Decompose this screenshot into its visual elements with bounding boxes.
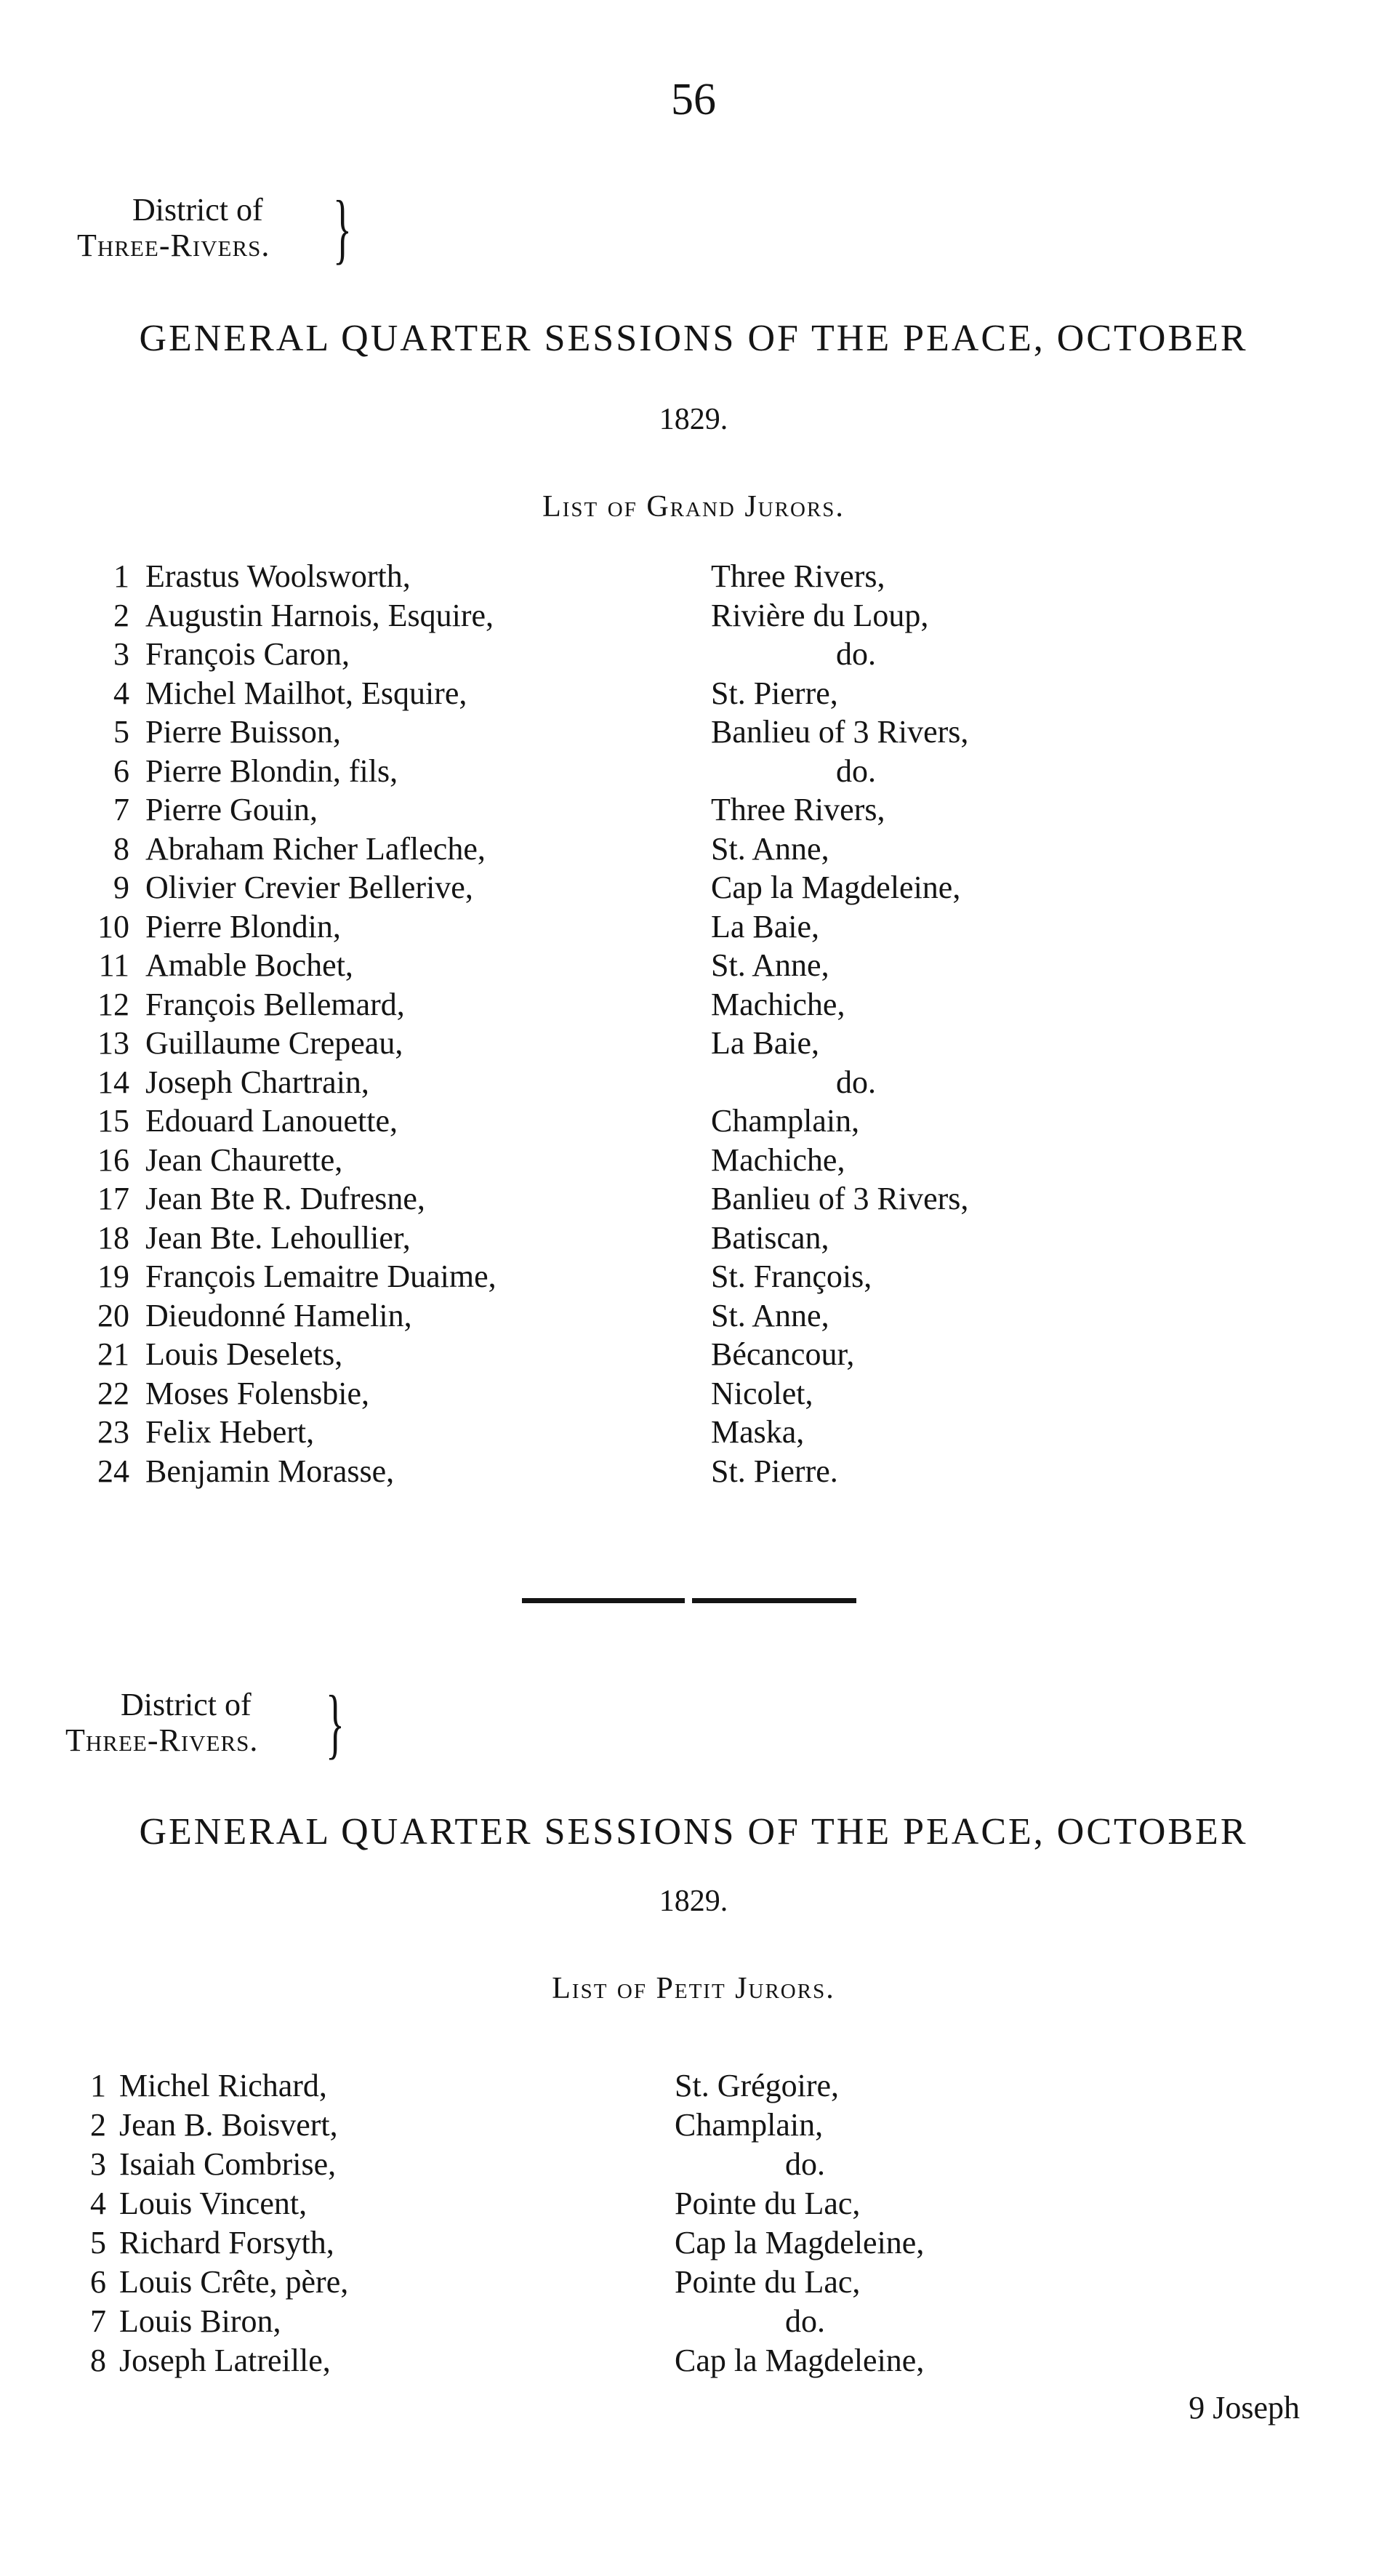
juror-name: Pierre Gouin, bbox=[145, 792, 318, 827]
juror-row bbox=[0, 596, 1387, 635]
juror-row bbox=[0, 752, 1387, 791]
juror-residence: La Baie, bbox=[711, 1025, 820, 1061]
petit-year: 1829. bbox=[659, 1885, 728, 1918]
juror-name: Jean Bte R. Dufresne, bbox=[145, 1181, 425, 1216]
juror-name: Michel Mailhot, Esquire, bbox=[145, 675, 467, 711]
juror-name: Richard Forsyth, bbox=[119, 2225, 334, 2260]
juror-name: François Lemaitre Duaime, bbox=[145, 1259, 496, 1294]
juror-row bbox=[0, 1102, 1387, 1141]
juror-number: 6 bbox=[113, 753, 129, 789]
grand-district-brace: } bbox=[333, 185, 352, 272]
juror-residence: Cap la Magdeleine, bbox=[675, 2225, 925, 2260]
section-divider bbox=[522, 1598, 856, 1603]
juror-name: Benjamin Morasse, bbox=[145, 1453, 395, 1489]
grand-district-line2: Three-Rivers. bbox=[77, 228, 270, 264]
juror-number: 10 bbox=[97, 908, 129, 944]
juror-row bbox=[0, 674, 1387, 713]
juror-row bbox=[0, 790, 1387, 830]
juror-residence: Machiche, bbox=[711, 986, 845, 1022]
juror-name: Pierre Blondin, bbox=[145, 908, 341, 944]
juror-row bbox=[0, 2145, 1387, 2184]
juror-name: Isaiah Combrise, bbox=[119, 2146, 337, 2182]
grand-jurors-list bbox=[0, 557, 1387, 1490]
juror-residence: Machiche, bbox=[711, 1141, 845, 1178]
juror-number: 9 bbox=[113, 870, 129, 905]
petit-jurors-list bbox=[0, 2066, 1387, 2380]
juror-residence: Batiscan, bbox=[711, 1219, 829, 1256]
juror-residence: Three Rivers, bbox=[711, 792, 885, 827]
juror-row bbox=[0, 2223, 1387, 2263]
juror-row bbox=[0, 2066, 1387, 2106]
juror-row bbox=[0, 1452, 1387, 1491]
juror-residence: do. bbox=[836, 753, 876, 789]
juror-name: Jean Bte. Lehoullier, bbox=[145, 1219, 411, 1256]
juror-residence: St. Anne, bbox=[711, 1297, 829, 1333]
juror-residence: Cap la Magdeleine, bbox=[675, 2343, 925, 2378]
juror-name: François Caron, bbox=[145, 636, 350, 672]
juror-residence: St. Pierre, bbox=[711, 675, 838, 711]
juror-number: 7 bbox=[113, 792, 129, 827]
page-number: 56 bbox=[671, 75, 716, 124]
juror-row bbox=[0, 1296, 1387, 1336]
juror-number: 21 bbox=[97, 1336, 129, 1372]
juror-residence: St. François, bbox=[711, 1259, 872, 1294]
juror-name: Louis Biron, bbox=[119, 2303, 281, 2339]
juror-number: 1 bbox=[90, 2068, 106, 2103]
juror-residence: Champlain, bbox=[675, 2107, 824, 2143]
juror-number: 2 bbox=[113, 597, 129, 633]
juror-number: 4 bbox=[90, 2186, 106, 2221]
juror-residence: St. Grégoire, bbox=[675, 2068, 840, 2103]
juror-number: 23 bbox=[97, 1414, 129, 1450]
petit-district-line1: District of bbox=[121, 1687, 252, 1722]
juror-number: 6 bbox=[90, 2264, 106, 2300]
juror-number: 11 bbox=[98, 947, 129, 983]
juror-number: 2 bbox=[90, 2107, 106, 2143]
juror-name: Augustin Harnois, Esquire, bbox=[145, 597, 494, 633]
juror-residence: Rivière du Loup, bbox=[711, 597, 929, 633]
juror-row bbox=[0, 946, 1387, 985]
juror-residence: Three Rivers, bbox=[711, 558, 885, 594]
juror-row bbox=[0, 907, 1387, 947]
juror-row bbox=[0, 830, 1387, 869]
juror-number: 3 bbox=[90, 2146, 106, 2182]
juror-row bbox=[0, 1063, 1387, 1102]
juror-number: 24 bbox=[97, 1453, 129, 1489]
grand-heading: GENERAL QUARTER SESSIONS OF THE PEACE, OCTOBER bbox=[139, 318, 1248, 359]
juror-residence: Cap la Magdeleine, bbox=[711, 870, 961, 905]
petit-district-line2: Three-Rivers. bbox=[65, 1722, 259, 1759]
petit-heading: GENERAL QUARTER SESSIONS OF THE PEACE, OCTOBER bbox=[139, 1811, 1248, 1853]
juror-number: 7 bbox=[90, 2303, 106, 2339]
petit-list-title: List of Petit Jurors. bbox=[552, 1972, 835, 2005]
juror-number: 15 bbox=[97, 1103, 129, 1139]
juror-name: Joseph Latreille, bbox=[119, 2343, 331, 2378]
grand-list-title: List of Grand Jurors. bbox=[542, 490, 845, 523]
juror-name: Michel Richard, bbox=[119, 2068, 327, 2103]
juror-residence: Champlain, bbox=[711, 1103, 860, 1139]
juror-name: Olivier Crevier Bellerive, bbox=[145, 870, 473, 905]
juror-number: 12 bbox=[97, 986, 129, 1022]
juror-row bbox=[0, 1374, 1387, 1413]
juror-row bbox=[0, 1024, 1387, 1063]
juror-row bbox=[0, 1413, 1387, 1452]
juror-row bbox=[0, 2341, 1387, 2380]
juror-row bbox=[0, 557, 1387, 596]
juror-residence: Pointe du Lac, bbox=[675, 2186, 861, 2221]
juror-residence: St. Pierre. bbox=[711, 1453, 838, 1489]
juror-row bbox=[0, 985, 1387, 1024]
juror-row bbox=[0, 1179, 1387, 1219]
juror-residence: do. bbox=[785, 2146, 825, 2182]
juror-number: 22 bbox=[97, 1375, 129, 1411]
grand-district-label bbox=[77, 185, 352, 272]
juror-name: Abraham Richer Lafleche, bbox=[145, 830, 486, 867]
juror-name: Erastus Woolsworth, bbox=[145, 558, 411, 594]
juror-name: François Bellemard, bbox=[145, 986, 405, 1022]
juror-number: 8 bbox=[90, 2343, 106, 2378]
juror-name: Jean Chaurette, bbox=[145, 1141, 343, 1178]
juror-number: 4 bbox=[113, 675, 129, 711]
juror-residence: Banlieu of 3 Rivers, bbox=[711, 714, 969, 750]
juror-row bbox=[0, 2106, 1387, 2145]
juror-residence: do. bbox=[785, 2303, 825, 2339]
juror-number: 5 bbox=[113, 714, 129, 750]
juror-number: 3 bbox=[113, 636, 129, 672]
juror-name: Amable Bochet, bbox=[145, 947, 353, 983]
juror-name: Jean B. Boisvert, bbox=[119, 2107, 338, 2143]
juror-name: Guillaume Crepeau, bbox=[145, 1025, 403, 1061]
juror-name: Pierre Buisson, bbox=[145, 714, 341, 750]
juror-row bbox=[0, 1219, 1387, 1258]
juror-row bbox=[0, 2184, 1387, 2223]
catchword: 9 Joseph bbox=[1189, 2390, 1300, 2425]
juror-name: Joseph Chartrain, bbox=[145, 1064, 369, 1100]
juror-name: Louis Deselets, bbox=[145, 1336, 343, 1372]
juror-name: Dieudonné Hamelin, bbox=[145, 1297, 412, 1333]
juror-residence: La Baie, bbox=[711, 908, 820, 944]
juror-row bbox=[0, 868, 1387, 907]
juror-row bbox=[0, 1335, 1387, 1374]
juror-residence: Bécancour, bbox=[711, 1336, 855, 1372]
juror-row bbox=[0, 713, 1387, 752]
juror-residence: do. bbox=[836, 1064, 876, 1100]
juror-name: Felix Hebert, bbox=[145, 1414, 315, 1450]
juror-name: Louis Crête, père, bbox=[119, 2264, 349, 2300]
juror-residence: St. Anne, bbox=[711, 947, 829, 983]
juror-row bbox=[0, 1141, 1387, 1180]
juror-residence: Nicolet, bbox=[711, 1375, 813, 1411]
juror-row bbox=[0, 2263, 1387, 2302]
grand-district-line1: District of bbox=[132, 192, 263, 228]
juror-residence: Pointe du Lac, bbox=[675, 2264, 861, 2300]
petit-district-brace: } bbox=[326, 1680, 345, 1767]
juror-number: 19 bbox=[97, 1259, 129, 1294]
juror-number: 8 bbox=[113, 830, 129, 867]
juror-number: 17 bbox=[97, 1181, 129, 1216]
juror-number: 20 bbox=[97, 1297, 129, 1333]
juror-row bbox=[0, 635, 1387, 674]
juror-number: 1 bbox=[113, 558, 129, 594]
juror-name: Louis Vincent, bbox=[119, 2186, 307, 2221]
juror-residence: Banlieu of 3 Rivers, bbox=[711, 1181, 969, 1216]
juror-number: 16 bbox=[97, 1141, 129, 1178]
juror-residence: do. bbox=[836, 636, 876, 672]
juror-name: Moses Folensbie, bbox=[145, 1375, 369, 1411]
juror-residence: St. Anne, bbox=[711, 830, 829, 867]
grand-year: 1829. bbox=[659, 403, 728, 436]
juror-number: 14 bbox=[97, 1064, 129, 1100]
juror-row bbox=[0, 2302, 1387, 2341]
juror-number: 18 bbox=[97, 1219, 129, 1256]
juror-row bbox=[0, 1257, 1387, 1296]
juror-residence: Maska, bbox=[711, 1414, 805, 1450]
petit-district-label bbox=[65, 1680, 345, 1767]
juror-name: Pierre Blondin, fils, bbox=[145, 753, 398, 789]
juror-number: 5 bbox=[90, 2225, 106, 2260]
juror-name: Edouard Lanouette, bbox=[145, 1103, 398, 1139]
juror-number: 13 bbox=[97, 1025, 129, 1061]
